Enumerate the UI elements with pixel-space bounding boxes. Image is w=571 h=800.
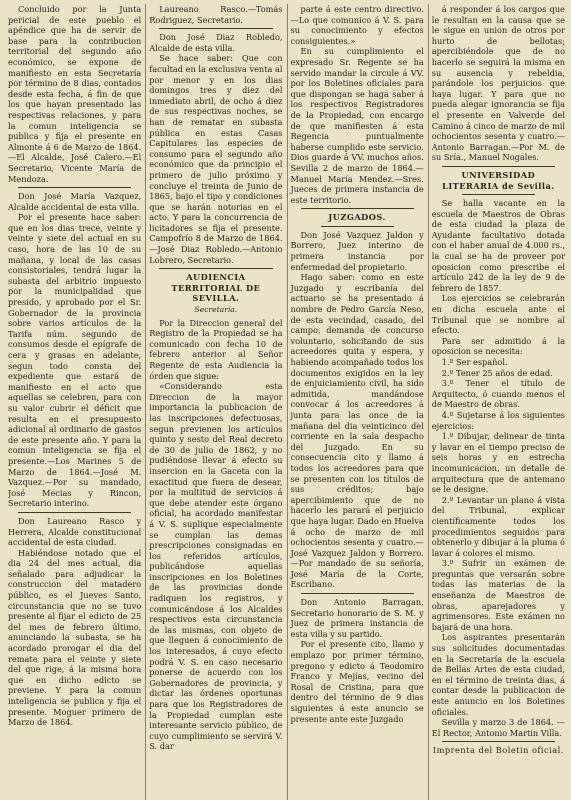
divider-rule <box>159 268 272 269</box>
column-1 <box>8 4 141 800</box>
divider-rule <box>321 226 394 227</box>
divider-rule <box>301 208 414 209</box>
divider-rule <box>462 194 535 195</box>
paragraph: 1.º Ser español. <box>441 357 508 367</box>
paragraph: Sevilla y marzo 3 de 1864. —El Rector, Antonio Martin Villa. <box>431 717 565 738</box>
paragraph: Los aspirantes presentarán sus solicitudes documentadas en la Secretaría de la escuela de Bellas Artes de esta ciudad, en el término de treinta dias, á contar desde la publicacion de este anuncio en los Boletines oficiales. <box>431 632 565 717</box>
paragraph: Habiéndose notado que el dia 24 del mes actual, dia señalado para adjudicar la construccion del matadero público, es el Jueves Santo, circunstancia que no se tuvo presente al fijar el edicto de 25 del mes de febrero último, anunciando la subasta, se ha acordado prorogar el dia del remate para el veinte y siete del que rige, á la misma hora que en dicho edicto se previene. Y para la comun inteligencia se publica y fija el presente. Moguer primero de Marzo de 1864. <box>8 547 142 728</box>
divider-rule <box>159 28 272 29</box>
paragraph: Por el presente cito, llamo y emplazo por primer término, pregono y edicto á Teodomiro Franco y Mejías, vecino del Rosal de Cristina, para que dentro del término de 9 dias siguientes á este anuncio se presente ante este Juzgado <box>290 639 424 724</box>
paragraph: Don José Vazquez Jaldon y Borrero, Juez interino de primera instancia por enfermedad del propietario. <box>290 229 424 272</box>
paragraph: «Considerando esta Direccion de la mayor importancia la publicacion de las inscripciones defectuosas, segun previenen los artículos quinto y sesto del Real decreto de 30 de julio de 1862, y no pudiéndose llevar á efecto su insercion en la Gaceta con la exactitud que fuera de desear, por la multitud de servicios á que debe atender este órgano oficial, ha acordado manifestar á V. S. suplique especialmente se cumplan las demas prescripciones consignadas en los referidos artículos, publicándose aquellas inscripciones en los Boletines de las provincias donde radiquen los registros, y comunicándose á los Alcaldes respectivos esta circunstancia de las mismas, con objeto de que lleguen á conocimiento de los interesados, á cuyo efecto podrá V. S. en caso necesario ponerse de acuerdo con los Gobernadores de provincia, y dictar las órdenes oportunas para que los Registradores de la Propiedad cumplan este interesante servicio público, de cuyo cumplimiento se servirá V. S. dar <box>149 381 283 752</box>
paragraph: 3.º Sufrir un exámen de preguntas que versarán sobre todas las materias de la enseñanza de Maestros de obras, aparejadores y agrimensores. Este exámen no bajará de una hora. <box>431 558 565 632</box>
imprint-line: Imprenta del Boletin oficial. <box>432 745 564 756</box>
section-heading: UNIVERSIDAD LITERARIA de Sevilla. <box>442 169 555 191</box>
section-heading: JUZGADOS. <box>328 212 386 223</box>
paragraph: Hago saber: como en este Juzgado y escribanía del actuario se ha presentado á nombre de Pedro García Neso, de esta vecindad, casado, del campo, demanda de concurso voluntario, solicitando de sus acreedores quita y espera, y habiendo acompañado todos los documentos exigidos en la ley de enjuiciamiento civil, ha sido admitida, mandándose convocar á los acreedores á junta para las once de la mañana del dia veinticinco del corriente en la sala despacho del Juzgado. En su consecuencia cito y llamo á todos los acreedores para que se presenten con los títulos de sus créditos; bajo apercibimiento que de no hacerlo les parará el perjuicio que haya lugar. Dado en Huelva á ocho de marzo de mil ochocientos sesenta y cuatro.—José Vazquez Jaldon y Borrero.—Por mandado de su señoría, José María de la Corte, Escribano. <box>290 272 424 590</box>
divider-rule <box>442 741 555 742</box>
continued-paragraph: parte á este centro directivo.—Lo que comunico á V. S. para su conocimiento y efectos consiguientes.» <box>290 4 424 46</box>
paragraph: Para ser admitido á la oposicion se necesita: <box>431 335 565 357</box>
divider-rule <box>18 187 131 188</box>
paragraph: Don José María Vazquez, Alcalde accidental de esta villa. <box>8 191 142 212</box>
paragraph: 2.º Levantar un plano á vista del Tribunal, explicar científicamente todos los procedimientos seguidos para obtenerlo y dibujar á la pluma ó lavar á colores el mismo. <box>431 494 565 558</box>
paragraph: Don Antonio Barragan, Secretario honorario de S. M. y Juez de primera instancia de esta villa y su partido. <box>290 597 424 639</box>
paragraph: Don Laureano Rasco y Herrera, Alcalde constitucional accidental de esta ciudad. <box>8 515 142 548</box>
paragraph: Concluido por la Junta pericial de este pueblo el apéndice que ha de servir de base para la contribucion territorial del segundo año económico, se expone de manifiesto en esta Secretaría por término de 8 dias, contados desde esta fecha, á fin de que los que hayan presentado las respectivas relaciones, y para la comun inteligencia se publica y fija el presente en Almonte á 6 de Marzo de 1864.—El Alcalde, José Calero.—El Secretario, Vicente María de Mendoza. <box>8 4 142 184</box>
paragraph: Por la Direccion general del Registro de la Propiedad se ha comunicado con fecha 10 de febrero anterior al Señor Regente de esta Audiencia la órden que sigue: <box>149 317 283 381</box>
continued-paragraph: á responder á los cargos que le resultan en la causa que se le sigue en union de otros por hurto de bellotas; apercibiéndole que de no hacerlo se seguirá la misma en su ausencia y rebeldia, parándole los perjuicios que haya lugar. Y para que no pueda alegar ignorancia se fija el presente en Valverde del Camino á cinco de marzo de mil ochocientos sesenta y cuatro.—Antonio Barragan.—Por M. de su Sría., Manuel Nogales. <box>431 4 565 163</box>
paragraph: Se halla vacante en la escuela de Maestros de Obras de esta ciudad la plaza de Ayudante facultativo dotada con el haber anual de 4.000 rs., la cual se ha de proveer por oposicion como prescribe el artículo 242 de la ley de 9 de febrero de 1857. <box>431 198 565 293</box>
section-subheading: Secretaría. <box>194 305 238 315</box>
column-4 <box>428 4 565 800</box>
paragraph: En su cumplimiento el expresado Sr. Regente se ha servido mandar la circule á VV. por los Boletines oficiales para que dispongan se haga saber á los respectivos Registradores de la Propiedad, con encargo de que manifiesten á esta Regencia puntualmente haberse cumplido este servicio. Dios guarde á VV. muchos años. Sevilla 2 de marzo de 1864.—Manuel María Mendez.—Sres. Jueces de primera instancia de este territorio. <box>290 46 424 205</box>
divider-rule <box>442 166 555 167</box>
column-3 <box>287 4 424 800</box>
divider-rule <box>301 593 414 594</box>
paragraph: Los ejercicios se celebrarán en dicha escuela ante el Tribunal que se nombre al efecto. <box>431 293 565 336</box>
paragraph: 4.º Sujetarse á los siguientes ejercicios: <box>431 409 565 431</box>
paragraph: Don José Diaz Robledo, Alcalde de esta villa. <box>149 32 283 53</box>
paragraph: 3.º Tener el título de Arquitecto, ó cuando menos el de Maestro de obras. <box>431 378 565 410</box>
paragraph: Se hace saber: Que con facultad en la exclusiva venta al por menor y en los dias domingos tres y diez del inmediato abril, de ocho á diez de sus respectivas noches, se han de rematar en subasta pública en estas Casas Capitulares las especies de consumo para el segundo año económico que da principio el primero de julio próximo y concluye el treinta de Junio de 1865, bajo el tipo y condiciones que se harán notorias en el acto. Y para la concurrencia de licitadores se fija el presente. Campofrío 8 de Marzo de 1864.—José Diaz Robledo.—Antonio Lobrero, Secretario. <box>149 53 283 265</box>
column-2 <box>145 4 282 800</box>
paragraph: Por el presente hace saber: que en los dias trece, veinte y veinte y siete del actual en su caso, hora de las 10 de su mañana, y local de las casas consistoriales, tendrá lugar la subasta del arbitrio impuesto por la municipalidad que presido, y aprobado por el Sr. Gobernador de la provincia sobre varios artículos de la Tarifa núm. segundo de consumos desde el epígrafe de cera y grasas en adelante, segun todo consta del expediente que estará de manifiesto en el acto que aquellas se celebren, para con su valor cubrir el déficit que resulta en el presupuesto adicional al ordinario de gastos de este presente año. Y para la comun inteligencia se fija el presente.—Los Marines 5 de Marzo de 1864.—José M. Vazquez.—Por su mandado, José Mecias y Rincon, Secretario interino. <box>8 212 142 509</box>
section-heading: AUDIENCIA TERRITORIAL DE SEVILLA. <box>171 272 261 304</box>
paragraph: 2.º Tener 25 años de edad. <box>441 367 553 378</box>
paragraph: 1.º Dibujar, delinear de tinta y lavar en el tiempo preciso de seis horas y en estrecha incomunicacion, un detalle de arquitectura que de antemano se le designe. <box>431 431 565 495</box>
divider-rule <box>18 512 131 513</box>
continued-paragraph: Laureano Rasco.—Tomás Rodriguez, Secretario. <box>149 4 283 25</box>
